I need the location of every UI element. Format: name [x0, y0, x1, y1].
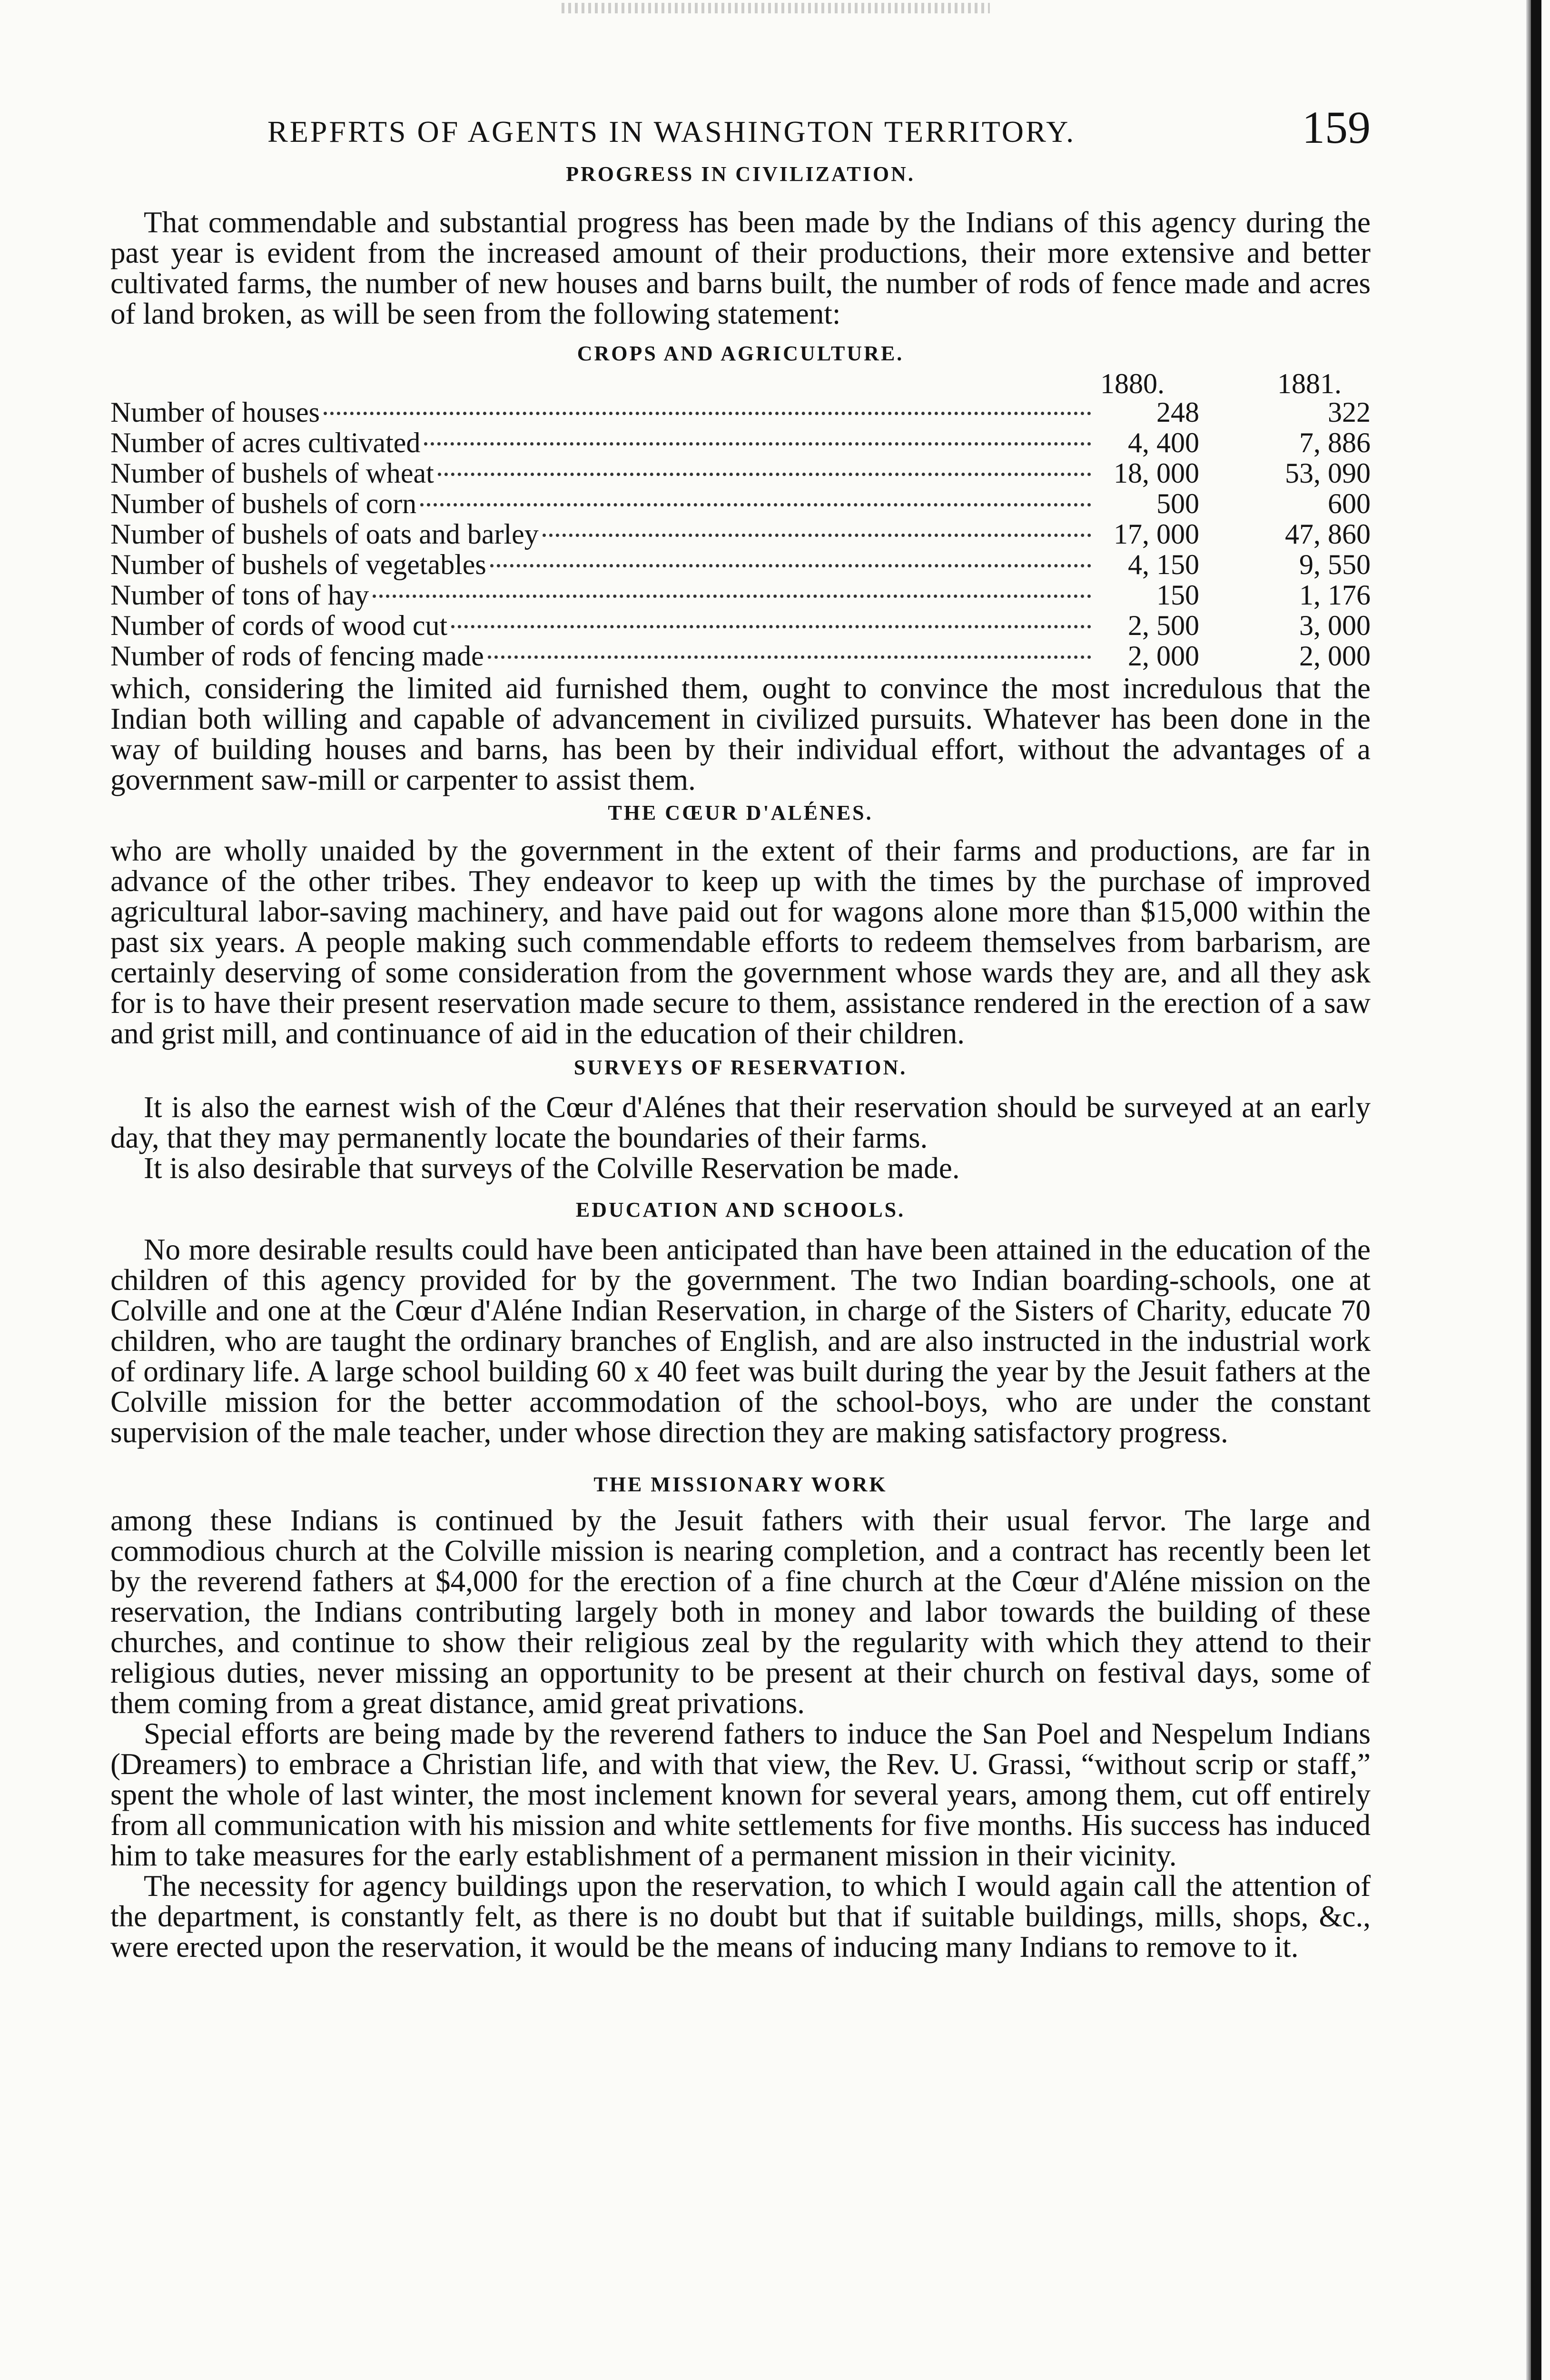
row-label: Number of bushels of wheat — [110, 457, 434, 489]
value-1881: 53, 090 — [1285, 457, 1371, 489]
heading-coeur: THE CŒUR D'ALÉNES. — [608, 801, 873, 824]
year-1881-header: 1881. — [1277, 368, 1342, 399]
dot-leader — [451, 625, 1091, 628]
value-1881: 47, 860 — [1285, 518, 1371, 550]
dot-leader — [543, 534, 1091, 537]
paragraph-missionary-2: Special efforts are being made by the reverend fathers to induce the San Poel and Nespelum Indians (Dreamers) to embrace a Christian life, and with that view, the Rev. U. Grassi, “without scrip or staff,” spent the whole of last winter, the most inclement known for several years, among them, cut off entirely from all communication with his mission and white settlements for five months. His success has induced him to take measures for the early establishment of a permanent mission in their vicinity. — [110, 1717, 1371, 1872]
paragraph-crops-after: which, considering the limited aid furnished them, ought to convince the most incredulous that the Indian both willing and capable of advancement in civilized pursuits. Whatever has been done in the way of building houses and barns, has been by their individual effort, without the advantages of a government saw-mill or carpenter to assist them. — [110, 672, 1371, 796]
paragraph-coeur: who are wholly unaided by the government in the extent of their farms and productions, are far in advance of the other tribes. They endeavor to keep up with the times by the purchase of improved agricultural labor-saving machinery, and have paid out for wagons alone more than $15,000 within the past six years. A people making such commendable efforts to redeem themselves from barbarism, are certainly deserving of some consideration from the government whose wards they are, and all they ask for is to have their present reservation made secure to them, assistance rendered in the erection of a saw and grist mill, and continuance of aid in the education of their children. — [110, 834, 1371, 1050]
table-row — [110, 579, 1371, 609]
paragraph-missionary-1: among these Indians is continued by the Jesuit fathers with their usual fervor. The large and commodious church at the Colville mission is nearing completion, and a contract has recently been let by the reverend fathers at $4,000 for the erection of a fine church at the Cœur d'Aléne mission on the reservation, the Indians contributing largely both in money and labor towards the building of these churches, and continue to show their religious zeal by the regularity with which they attend to their religious duties, never missing an opportunity to be present at their church on festival days, some of them coming from a great distance, amid great privations. — [110, 1504, 1371, 1720]
dot-leader — [420, 503, 1091, 506]
running-title: REPFRTS OF AGENTS IN WASHINGTON TERRITORY. — [267, 115, 1076, 149]
row-label: Number of houses — [110, 397, 320, 428]
row-label: Number of bushels of corn — [110, 488, 417, 519]
dot-leader — [424, 442, 1091, 446]
page-content — [110, 95, 1371, 1962]
value-1881: 1, 176 — [1299, 579, 1371, 611]
scan-artifact — [562, 3, 990, 13]
dot-leader — [438, 473, 1091, 476]
heading-progress: PROGRESS IN CIVILIZATION. — [566, 162, 915, 186]
value-1880: 248 — [1156, 397, 1199, 428]
running-header — [110, 95, 1371, 157]
table-row — [110, 518, 1371, 548]
value-1881: 7, 886 — [1299, 427, 1371, 458]
value-1881: 2, 000 — [1299, 640, 1371, 672]
dot-leader — [488, 655, 1091, 659]
paragraph-surveys-1: It is also the earnest wish of the Cœur d'Alénes that their reservation should be surveyed at an early day, that they may permanently locate the boundaries of their farms. — [110, 1091, 1371, 1154]
table-row — [110, 640, 1371, 670]
value-1880: 500 — [1156, 488, 1199, 519]
dot-leader — [490, 564, 1091, 567]
page-edge-shadow — [1526, 0, 1531, 2380]
value-1880: 2, 000 — [1128, 640, 1199, 672]
paragraph-progress-intro: That commendable and substantial progress has been made by the Indians of this agency during the past year is evident from the increased amount of their productions, their more extensive and better cultivated farms, the number of new houses and barns built, the number of rods of fence made and acres of land broken, as will be seen from the following statement: — [110, 206, 1371, 330]
value-1881: 322 — [1328, 397, 1371, 428]
heading-missionary: THE MISSIONARY WORK — [593, 1473, 888, 1496]
table-row — [110, 426, 1371, 457]
row-label: Number of acres cultivated — [110, 427, 421, 458]
dot-leader — [373, 595, 1091, 598]
table-row — [110, 396, 1371, 426]
heading-crops: CROPS AND AGRICULTURE. — [577, 342, 904, 365]
page-edge — [1531, 0, 1541, 2380]
value-1880: 17, 000 — [1114, 518, 1199, 550]
row-label: Number of tons of hay — [110, 579, 369, 611]
row-label: Number of bushels of vegetables — [110, 549, 486, 580]
table-row — [110, 548, 1371, 579]
value-1881: 3, 000 — [1299, 610, 1371, 641]
value-1880: 2, 500 — [1128, 610, 1199, 641]
value-1881: 600 — [1328, 488, 1371, 519]
table-row — [110, 487, 1371, 518]
paragraph-education: No more desirable results could have been anticipated than have been attained in the education of the children of this agency provided for by the government. The two Indian boarding-schools, one at Colville and one at the Cœur d'Aléne Indian Reservation, in charge of the Sisters of Charity, educate 70 children, who are taught the ordinary branches of English, and are also instructed in the industrial work of ordinary life. A large school building 60 x 40 feet was built during the year by the Jesuit fathers at the Colville mission for the better accommodation of the school-boys, who are under the constant supervision of the male teacher, under whose direction they are making satisfactory progress. — [110, 1233, 1371, 1449]
row-label: Number of cords of wood cut — [110, 610, 448, 641]
dot-leader — [324, 412, 1091, 415]
crops-table-body — [110, 396, 1371, 670]
year-1880-header: 1880. — [1100, 368, 1165, 399]
table-row — [110, 457, 1371, 487]
table-header-row — [110, 367, 1371, 399]
value-1880: 18, 000 — [1114, 457, 1199, 489]
paragraph-missionary-3: The necessity for agency buildings upon the reservation, to which I would again call the attention of the department, is constantly felt, as there is no doubt but that if suitable buildings, mills, shops, &c., were erected upon the reservation, it would be the means of inducing many Indians to remove to it. — [110, 1869, 1371, 1964]
crops-table — [110, 367, 1371, 670]
row-label: Number of rods of fencing made — [110, 640, 484, 672]
value-1880: 4, 400 — [1128, 427, 1199, 458]
value-1880: 4, 150 — [1128, 549, 1199, 580]
heading-surveys: SURVEYS OF RESERVATION. — [573, 1056, 908, 1079]
table-row — [110, 609, 1371, 640]
value-1881: 9, 550 — [1299, 549, 1371, 580]
row-label: Number of bushels of oats and barley — [110, 518, 539, 550]
page-number: 159 — [1302, 102, 1371, 153]
paragraph-surveys-2: It is also desirable that surveys of the Colville Reservation be made. — [144, 1151, 960, 1185]
value-1880: 150 — [1156, 579, 1199, 611]
heading-education: EDUCATION AND SCHOOLS. — [575, 1198, 906, 1221]
